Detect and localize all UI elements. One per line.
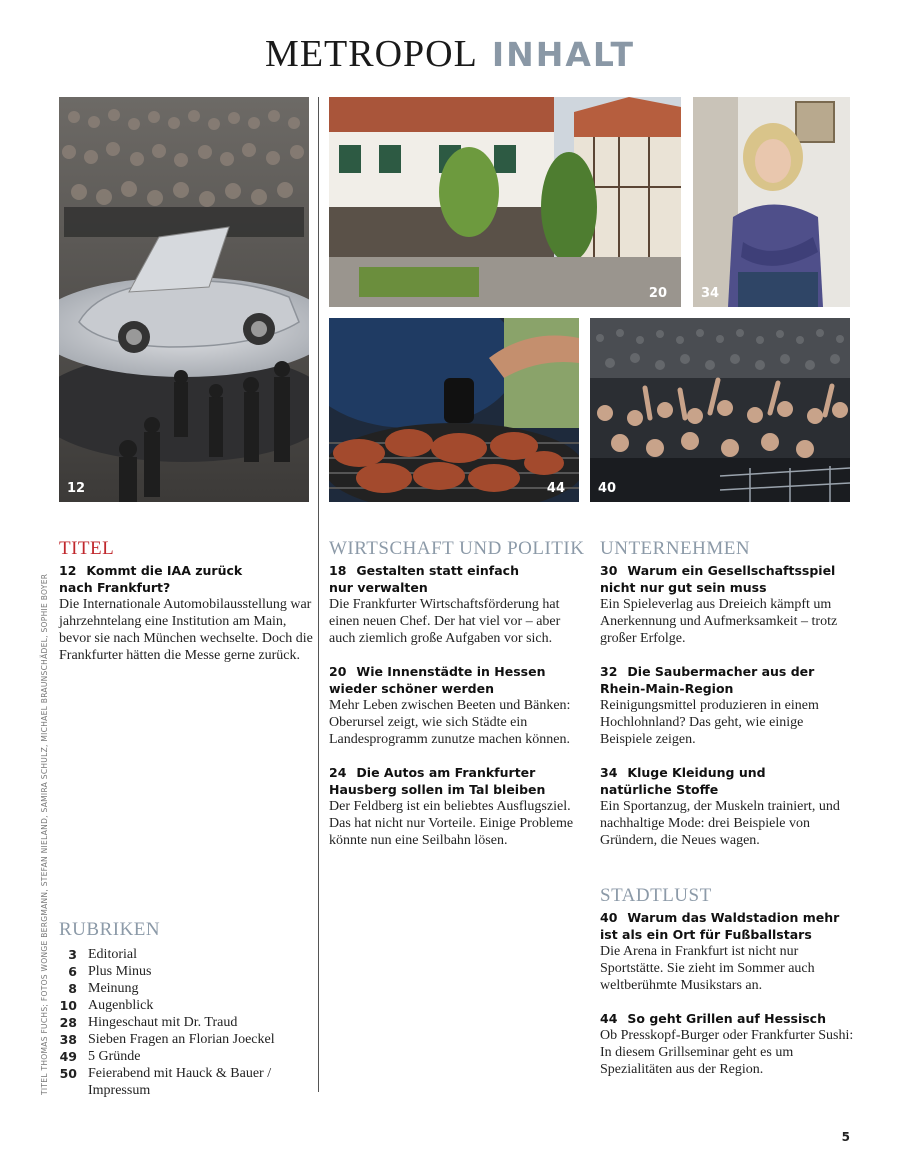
- rubrik-item[interactable]: 38 Sieben Fragen an Florian Joeckel: [59, 1032, 275, 1047]
- rubrik-item[interactable]: 8 Meinung: [68, 981, 139, 996]
- toc-item-headline: 30 Warum ein Gesellschaftsspiel nicht nur gut sein muss: [600, 563, 836, 595]
- section-heading-rubriken: RUBRIKEN: [59, 919, 161, 940]
- toc-item[interactable]: [329, 663, 584, 748]
- photo-credit: TITEL THOMAS FUCHS; FOTOS WONGE BERGMANN, STEFAN NIELAND, SAMIRA SCHULZ, MICHAEL BRAUNSCHÄDEL, SOPHIE BOYER: [40, 573, 49, 1095]
- photo-page-number: 20: [648, 286, 667, 301]
- rubriken-list: [59, 946, 309, 1099]
- toc-item-text: Ob Presskopf-Burger oder Frankfurter Sushi: In diesem Grillseminar geht es um Spezialitäten aus der Region.: [600, 1028, 854, 1077]
- town-square-photo-icon: [329, 97, 681, 307]
- auto-show-photo-icon: [59, 97, 309, 502]
- toc-item[interactable]: [600, 1010, 855, 1078]
- photo-stadium-crowd[interactable]: [590, 318, 850, 502]
- magazine-title: METROPOL: [265, 33, 478, 75]
- rubrik-item[interactable]: 50 Feierabend mit Hauck & Bauer /: [59, 1066, 272, 1081]
- rubrik-item[interactable]: Impressum: [88, 1083, 151, 1098]
- toc-item-text: Ein Sportanzug, der Muskeln trainiert, und nachhaltige Mode: drei Beispiele von Gründern, die Neues wagen.: [600, 799, 840, 848]
- photo-town-square[interactable]: [329, 97, 681, 307]
- rubrik-item[interactable]: 28 Hingeschaut mit Dr. Traud: [59, 1015, 238, 1030]
- grill-photo-icon: [329, 318, 579, 502]
- rubrik-item[interactable]: 6 Plus Minus: [68, 964, 152, 979]
- photo-page-number: 34: [701, 286, 720, 301]
- column-divider: [318, 97, 319, 1092]
- toc-item-text: Die Frankfurter Wirtschaftsförderung hat einen neuen Chef. Der hat viel vor – aber auch ziemlich große Aufgaben vor sich.: [329, 597, 561, 646]
- toc-item[interactable]: [600, 562, 855, 647]
- photo-page-number: 12: [67, 481, 86, 496]
- portrait-photo-icon: [693, 97, 850, 307]
- toc-item-headline: 20 Wie Innenstädte in Hessen wieder schöner werden: [329, 664, 546, 696]
- stadium-crowd-photo-icon: [590, 318, 850, 502]
- toc-item[interactable]: [600, 764, 855, 849]
- toc-item-text: Reinigungsmittel produzieren in einem Hochlohnland? Das geht, wie einige Beispiele zeigen.: [600, 698, 819, 747]
- toc-item-headline: 32 Die Saubermacher aus der Rhein-Main-Region: [600, 664, 815, 696]
- toc-item-text: Mehr Leben zwischen Beeten und Bänken: Oberursel zeigt, wie sich Städte ein Landesprogramm zunutze machen können.: [329, 698, 571, 747]
- toc-item-headline: 18 Gestalten statt einfach nur verwalten: [329, 563, 519, 595]
- toc-item-text: Die Internationale Automobilausstellung war jahrzehntelang eine Institution am Main, bevor sie nach München wechselte. Doch die Frankfurter hätten die Messe gerne zurück.: [59, 597, 313, 663]
- toc-item[interactable]: [329, 562, 584, 647]
- page-number: 5: [841, 1130, 850, 1144]
- toc-item-text: Der Feldberg ist ein beliebtes Ausflugsziel. Das hat nicht nur Vorteile. Einige Probleme könnte nun eine Seilbahn lösen.: [329, 799, 574, 848]
- photo-portrait[interactable]: [693, 97, 850, 307]
- section-heading-stadtlust: STADTLUST: [600, 885, 712, 906]
- toc-item-headline: 34 Kluge Kleidung und natürliche Stoffe: [600, 765, 766, 797]
- section-title: INHALT: [491, 35, 635, 74]
- photo-auto-show[interactable]: [59, 97, 309, 502]
- section-heading-unternehmen: UNTERNEHMEN: [600, 538, 751, 559]
- toc-item-headline: 24 Die Autos am Frankfurter Hausberg sollen im Tal bleiben: [329, 765, 546, 797]
- photo-page-number: 40: [598, 481, 617, 496]
- toc-item[interactable]: [329, 764, 584, 849]
- section-heading-titel: TITEL: [59, 538, 115, 559]
- toc-item-headline: 12 Kommt die IAA zurück nach Frankfurt?: [59, 563, 243, 595]
- toc-item[interactable]: [59, 562, 314, 664]
- page-header: [0, 32, 900, 76]
- toc-item-text: Ein Spieleverlag aus Dreieich kämpft um Anerkennung und Aufmerksamkeit – trotz großer Erfolge.: [600, 597, 838, 646]
- rubrik-item[interactable]: 10 Augenblick: [59, 998, 154, 1013]
- section-heading-wirtschaft: WIRTSCHAFT UND POLITIK: [329, 538, 585, 559]
- photo-grill[interactable]: [329, 318, 579, 502]
- toc-item[interactable]: [600, 663, 855, 748]
- toc-item[interactable]: [600, 909, 855, 994]
- toc-item-headline: 40 Warum das Waldstadion mehr ist als ein Ort für Fußballstars: [600, 910, 840, 942]
- rubrik-item[interactable]: 49 5 Gründe: [59, 1049, 141, 1064]
- rubrik-item[interactable]: 3 Editorial: [68, 947, 137, 962]
- photo-page-number: 44: [546, 481, 565, 496]
- toc-item-text: Die Arena in Frankfurt ist nicht nur Sportstätte. Sie zieht im Sommer auch weltberühmte Musikstars an.: [600, 944, 815, 993]
- toc-item-headline: 44 So geht Grillen auf Hessisch: [600, 1011, 826, 1026]
